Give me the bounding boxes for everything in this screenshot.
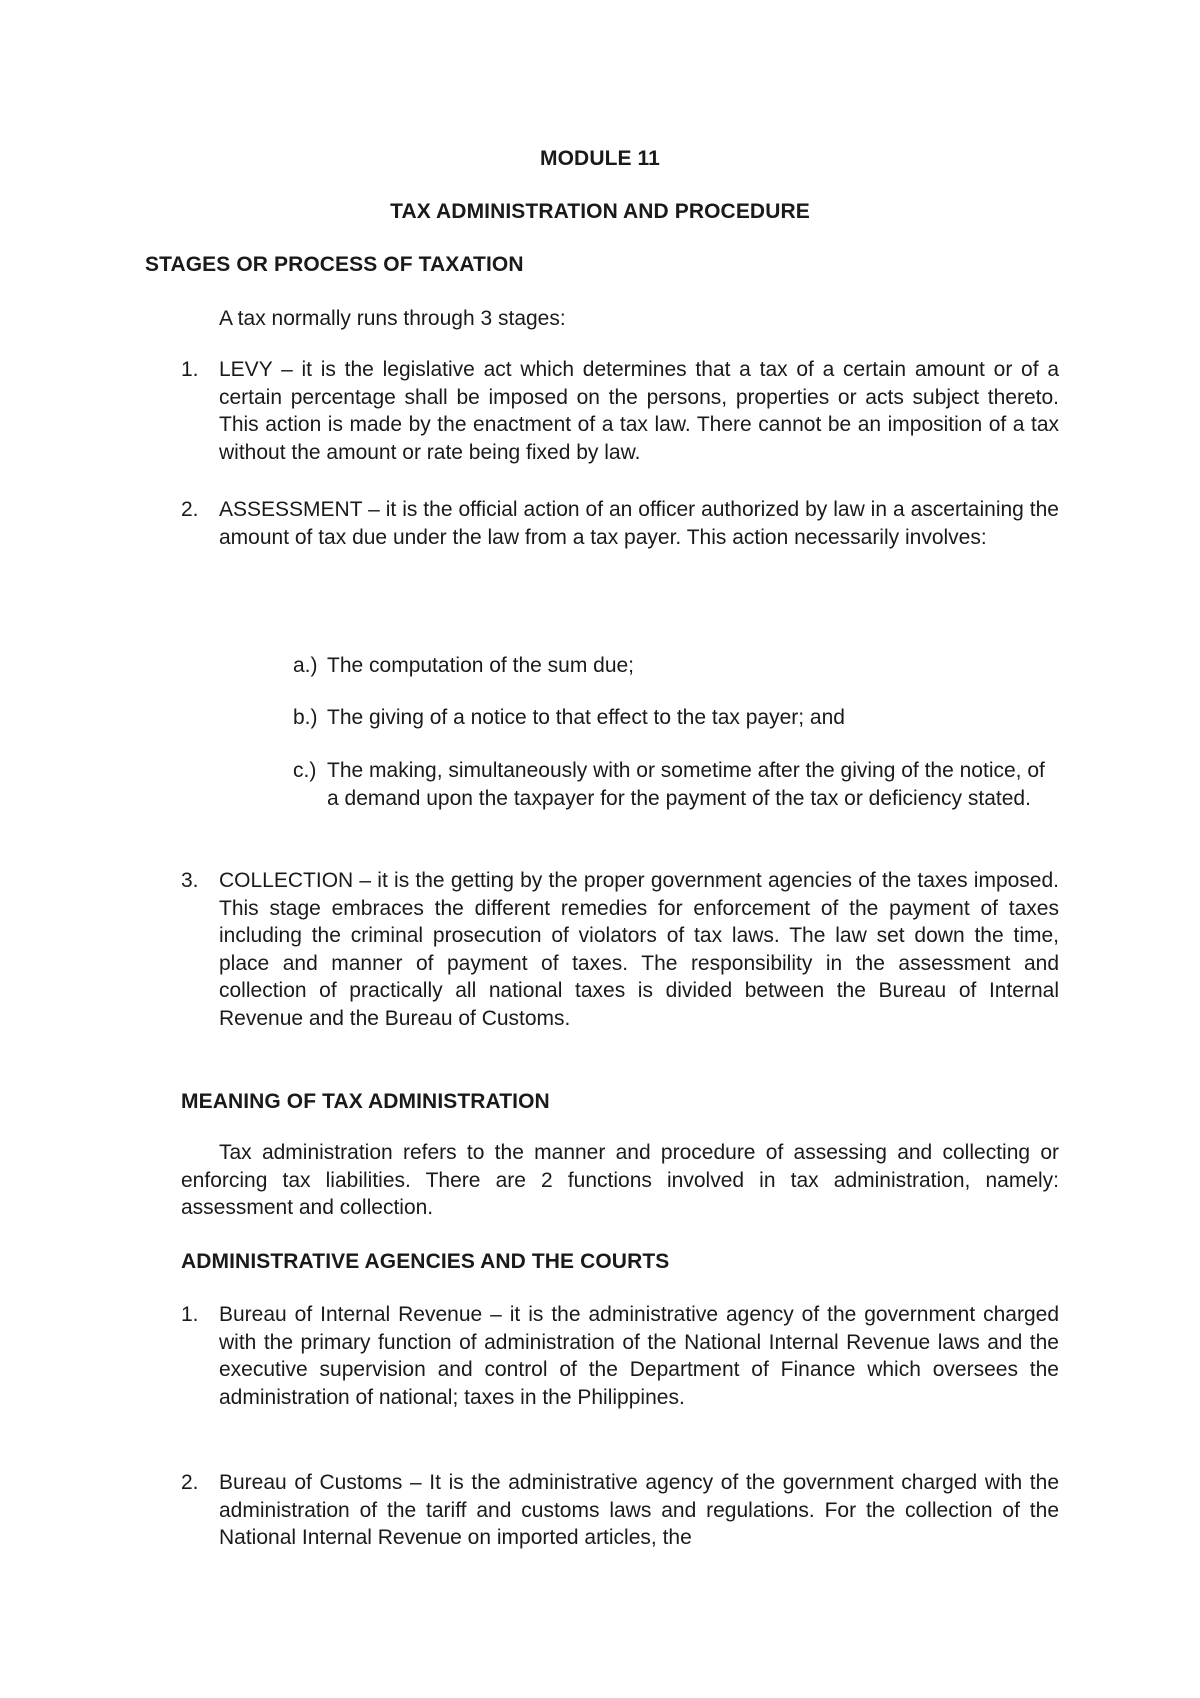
sub-item-letter: a.) (293, 654, 318, 677)
item-text: LEVY – it is the legislative act which determines that a tax of a certain amount or of a certain percentage shall be imposed on the persons, properties or acts subject thereto. This action is made by the enactment of a tax law. There cannot be an imposition of a tax without the amount or rate being fixed by law. (219, 358, 1059, 464)
module-title: MODULE 11 (540, 147, 660, 170)
item-number: 1. (181, 358, 199, 381)
document-title: TAX ADMINISTRATION AND PROCEDURE (390, 200, 810, 223)
item-number: 1. (181, 1303, 199, 1326)
item-text: Bureau of Customs – It is the administrative agency of the government charged with the administration of the tariff and customs laws and regulations. For the collection of the National Internal Revenue on imported articles, the (219, 1471, 1059, 1549)
item-text: COLLECTION – it is the getting by the proper government agencies of the taxes imposed. This stage embraces the different remedies for enforcement of the payment of taxes including the criminal prosecution of violators of tax laws. The law set down the time, place and manner of payment of taxes. The responsibility in the assessment and collection of practically all national taxes is divided between the Bureau of Internal Revenue and the Bureau of Customs. (219, 869, 1059, 1030)
section-heading-stages: STAGES OR PROCESS OF TAXATION (145, 253, 524, 276)
item-text: ASSESSMENT – it is the official action of an officer authorized by law in a ascertaining the amount of tax due under the law from a tax payer. This action necessarily involves: (219, 498, 1059, 549)
sub-item-text: The making, simultaneously with or sometime after the giving of the notice, of a demand upon the taxpayer for the payment of the tax or deficiency stated. (327, 759, 1045, 810)
stages-intro: A tax normally runs through 3 stages: (219, 307, 566, 330)
item-number: 3. (181, 869, 199, 892)
sub-item-letter: b.) (293, 706, 318, 729)
item-number: 2. (181, 1471, 199, 1494)
meaning-paragraph: Tax administration refers to the manner and procedure of assessing and collecting or enforcing tax liabilities. There are 2 functions involved in tax administration, namely: assessment and collection. (181, 1141, 1059, 1219)
section-heading-agencies: ADMINISTRATIVE AGENCIES AND THE COURTS (181, 1250, 670, 1273)
sub-item-text: The giving of a notice to that effect to the tax payer; and (327, 706, 845, 729)
section-heading-meaning: MEANING OF TAX ADMINISTRATION (181, 1090, 550, 1113)
sub-item-letter: c.) (293, 759, 317, 782)
sub-item-text: The computation of the sum due; (327, 654, 635, 677)
item-number: 2. (181, 498, 199, 521)
item-text: Bureau of Internal Revenue – it is the administrative agency of the government charged with the primary function of administration of the National Internal Revenue laws and the executive supervision and control of the Department of Finance which oversees the administration of national; taxes in the Philippines. (219, 1303, 1059, 1409)
